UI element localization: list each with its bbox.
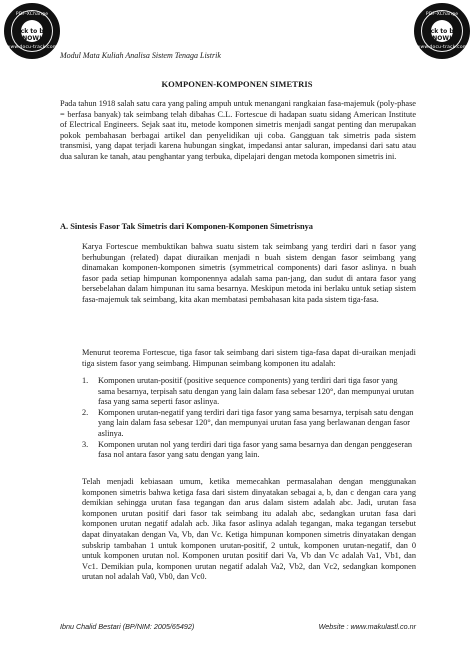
fortescue-paragraph: Karya Fortescue membuktikan bahwa suatu sistem tak seimbang yang terdiri dari n fasor yang berhubungan (related) dapat diuraikan menjadi n buah sistem dengan fasor seimbang yang dinamakan komponen-komponen simetris (symmetrical components) dari fasor aslinya. n buah fasor pada setiap himpunan komponennya adalah sama pan-jang, dan sudut di antara fasor yang bersebelahan dalam himpunan itu sama besarnya. Meskipun metoda ini berlaku untuk setiap sistem fasa-majemuk tak seimbang, kita akan membatasi pembahasan kita pada sistem tiga-fasa. <box>82 242 416 304</box>
list-item <box>82 408 416 440</box>
footer-website-link[interactable]: Website : www.makulastl.co.nr <box>318 622 416 631</box>
notation-paragraph: Telah menjadi kebiasaan umum, ketika memecahkan permasalahan dengan menggunakan komponen simetris bahwa ketiga fasa dari sistem dinyatakan sebagai a, b, dan c dengan cara yang demikian sehingga urutan fasa tegangan dan arus dalam sistem adalah abc. Jadi, urutan fasa komponen urutan positif dari fasor tak seimbang itu adalah abc, sedangkan urutan fasa dari komponen urutan negatif adalah acb. Jika fasor aslinya adalah tegangan, maka tegangan tersebut dapat dinyatakan dengan Va, Vb, dan Vc. Ketiga himpunan komponen simetris dinyatakan dengan subskrip tambahan 1 untuk komponen urutan-positif, 2 untuk, komponen urutan-negatif, dan 0 untuk komponen urutan nol. Komponen urutan positif dari Va, Vb dan Vc adalah Va1, Vb1, dan Vc1. Demikian pula, komponen urutan negatif adalah Va2, Vb2, dan Vc2, sedangkan komponen urutan nol adalah Va0, Vb0, dan Vc0. <box>82 477 416 582</box>
list-item <box>82 440 416 461</box>
pdf-xchange-badge-right[interactable] <box>414 3 470 59</box>
badge-center-text: Click to buy NOW! <box>422 28 462 42</box>
section-heading-a: A. Sintesis Fasor Tak Simetris dari Komponen-Komponen Simetrisnya <box>60 222 313 231</box>
badge-bottom-text: www.docu-track.com <box>6 45 58 50</box>
list-item <box>82 376 416 408</box>
badge-top-text: PDF-XChange <box>15 12 49 17</box>
list-item-text: Komponen urutan-positif (positive sequence components) yang terdiri dari tiga fasor yang sama besarnya, terpisah satu dengan yang lain dalam fasa sebesar 120°, dan mempunyai urutan fasa yang sama seperti fasor aslinya. <box>98 376 414 407</box>
list-item-number: 2. <box>82 407 89 417</box>
components-list <box>82 376 416 461</box>
list-item-number: 3. <box>82 439 89 449</box>
list-item-text: Komponen urutan nol yang terdiri dari tiga fasor yang sama besarnya dan dengan penggeseran fasa nol antara fasor yang satu dengan yang lain. <box>98 439 413 460</box>
page-title: KOMPONEN-KOMPONEN SIMETRIS <box>161 79 313 89</box>
pdf-xchange-badge-left[interactable] <box>4 3 60 59</box>
footer-author: Ibnu Chalid Bestari (BP/NIM: 2005/65492) <box>60 622 195 631</box>
list-item-number: 1. <box>82 376 89 385</box>
list-item-text: Komponen urutan-negatif yang terdiri dari tiga fasor yang sama besarnya, terpisah satu dengan yang lain dalam fasa sebesar 120°, dan mempunyai urutan fasa yang berlawanan dengan fasor aslinya. <box>98 407 414 438</box>
running-header: Modul Mata Kuliah Analisa Sistem Tenaga Listrik <box>60 51 221 60</box>
badge-top-text: PDF-XChange <box>425 12 459 17</box>
intro-paragraph: Pada tahun 1918 salah satu cara yang paling ampuh untuk menangani rangkaian fasa-majemuk (poly-phase = berfasa banyak) tak seimbang telah dibahas C.L. Fortescue di hadapan suatu sidang American Institute of Electrical Engineers. Sejak saat itu, metode komponen simetris menjadi sangat penting dan merupakan pokok pembahasan berbagai artikel dan penyelidikan uji coba. Gangguan tak simetris pada sistem transmisi, yang dapat terjadi karena hubungan singkat, impedansi antar saluran, impedansi dari satu atau dua saluran ke tanah, atau penghantar yang terbuka, dipelajari dengan metoda komponen simetris ini. <box>60 99 416 161</box>
theorem-paragraph: Menurut teorema Fortescue, tiga fasor tak seimbang dari sistem tiga-fasa dapat di-uraikan menjadi tiga sistem fasor yang seimbang. Himpunan seimbang komponen itu adalah: <box>82 348 416 368</box>
badge-bottom-text: www.docu-track.com <box>416 45 468 50</box>
badge-center-text: Click to buy NOW! <box>12 28 52 42</box>
